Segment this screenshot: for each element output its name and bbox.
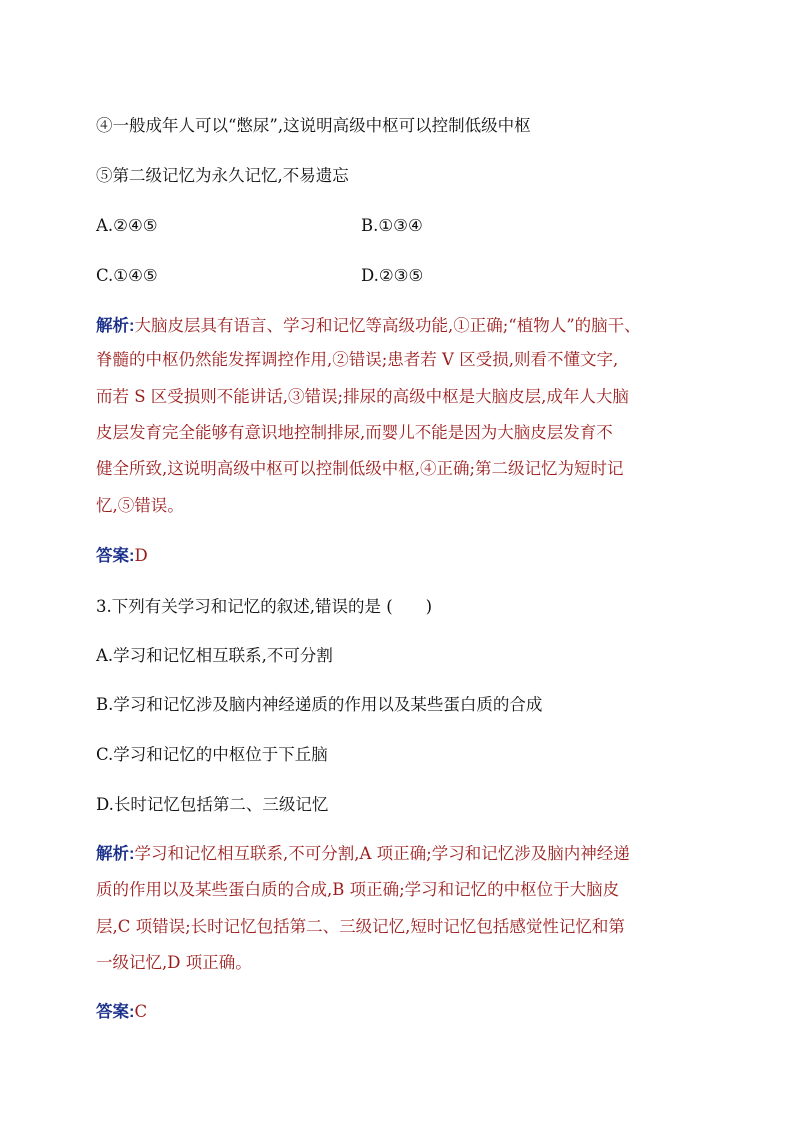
analysis-text: 大脑皮层具有语言、学习和记忆等高级功能,①正确;“植物人”的脑干、 (134, 316, 641, 335)
option-a: A.②④⑤ (96, 216, 158, 235)
answer-line (96, 1001, 147, 1023)
option-c: C.学习和记忆的中枢位于下丘脑 (96, 745, 328, 764)
analysis-line (96, 315, 641, 337)
answer-line (96, 545, 148, 567)
analysis-line: 一级记忆,D 项正确。 (96, 953, 252, 972)
option-b: B.学习和记忆涉及脑内神经递质的作用以及某些蛋白质的合成 (96, 695, 543, 714)
analysis-label: 解析: (96, 845, 135, 863)
answer-label: 答案: (96, 1003, 135, 1021)
analysis-line: 层,C 项错误;长时记忆包括第二、三级记忆,短时记忆包括感觉性记忆和第 (96, 917, 625, 936)
option-d: D.②③⑤ (361, 266, 424, 285)
statement-4: ④一般成年人可以“憋尿”,这说明高级中枢可以控制低级中枢 (96, 116, 531, 135)
answer-label: 答案: (96, 547, 135, 565)
analysis-line: 而若 S 区受损则不能讲话,③错误;排尿的高级中枢是大脑皮层,成年人大脑 (96, 387, 629, 406)
option-d: D.长时记忆包括第二、三级记忆 (96, 795, 329, 814)
analysis-line: 脊髓的中枢仍然能发挥调控作用,②错误;患者若 V 区受损,则看不懂文字, (96, 350, 619, 369)
analysis-line: 健全所致,这说明高级中枢可以控制低级中枢,④正确;第二级记忆为短时记 (96, 459, 624, 478)
analysis-line: 忆,⑤错误。 (96, 496, 184, 515)
option-c: C.①④⑤ (96, 266, 158, 285)
option-a: A.学习和记忆相互联系,不可分割 (96, 646, 333, 665)
analysis-line: 皮层发育完全能够有意识地控制排尿,而婴儿不能是因为大脑皮层发育不 (96, 423, 613, 442)
answer-value: C (134, 1002, 148, 1021)
answer-value: D (134, 546, 148, 565)
option-b: B.①③④ (361, 216, 423, 235)
question-stem: 3.下列有关学习和记忆的叙述,错误的是 ( ) (96, 597, 433, 616)
analysis-text: 学习和记忆相互联系,不可分割,A 项正确;学习和记忆涉及脑内神经递 (134, 844, 630, 863)
analysis-line (96, 843, 630, 865)
analysis-label: 解析: (96, 317, 135, 335)
analysis-line: 质的作用以及某些蛋白质的合成,B 项正确;学习和记忆的中枢位于大脑皮 (96, 880, 620, 899)
statement-5: ⑤第二级记忆为永久记忆,不易遗忘 (96, 166, 349, 185)
